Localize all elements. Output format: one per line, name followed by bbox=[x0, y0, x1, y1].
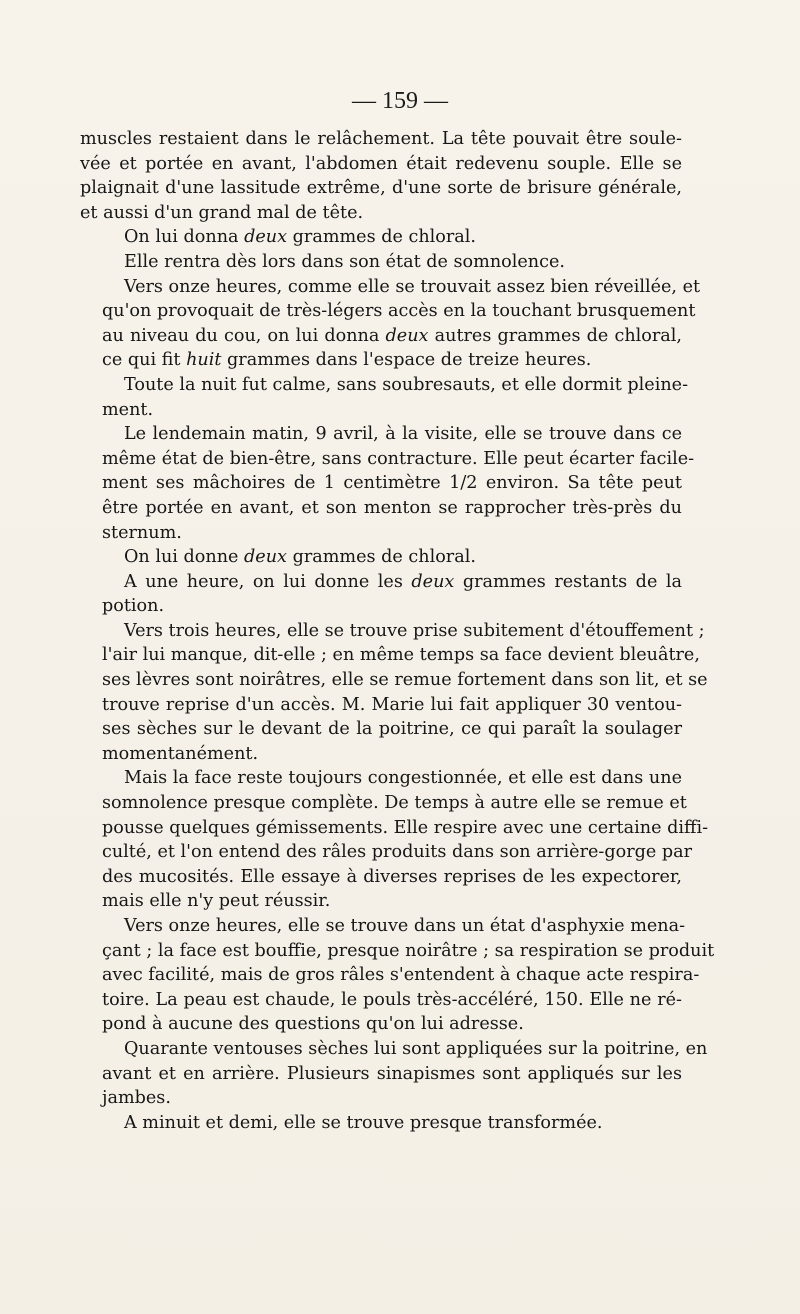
text-line: A une heure, on lui donne les deux grammes restants de la bbox=[124, 571, 682, 592]
text-line: Le lendemain matin, 9 avril, à la visite, elle se trouve dans ce bbox=[124, 424, 682, 445]
text-line: muscles restaient dans le relâchement. La tête pouvait être soule- bbox=[80, 129, 682, 149]
text-line: vée et portée en avant, l'abdomen était redevenu souple. Elle se bbox=[80, 153, 682, 174]
italic-word: deux bbox=[244, 227, 288, 248]
paragraph bbox=[80, 373, 689, 422]
text-line: ses sèches sur le devant de la poitrine, ce qui paraît la soulager bbox=[102, 719, 682, 740]
text-line: sternum. bbox=[102, 522, 182, 543]
paragraph bbox=[80, 1037, 708, 1111]
text-line: l'air lui manque, dit-elle ; en même temps sa face devient bleuâtre, bbox=[102, 645, 700, 666]
text-line: çant ; la face est bouffie, presque noirâtre ; sa respiration se produit bbox=[102, 940, 715, 961]
text-line: Vers onze heures, comme elle se trouvait assez bien réveillée, et bbox=[124, 276, 701, 297]
text-line: Mais la face reste toujours congestionnée, et elle est dans une bbox=[124, 768, 682, 789]
text-line: toire. La peau est chaude, le pouls très-accéléré, 150. Elle ne ré- bbox=[102, 989, 682, 1010]
text-line: ses lèvres sont noirâtres, elle se remue fortement dans son lit, et se bbox=[102, 670, 708, 691]
text-line: trouve reprise d'un accès. M. Marie lui fait appliquer 30 ventou- bbox=[102, 694, 682, 715]
text-line: Toute la nuit fut calme, sans soubresauts, et elle dormit pleine- bbox=[124, 374, 689, 395]
text-line: Quarante ventouses sèches lui sont appliquées sur la poitrine, en bbox=[124, 1038, 708, 1059]
paragraph bbox=[80, 275, 701, 373]
paragraph bbox=[80, 250, 682, 275]
text-line: avec facilité, mais de gros râles s'entendent à chaque acte respira- bbox=[102, 965, 700, 986]
paragraph bbox=[80, 619, 708, 767]
text-line: ce qui fit huit grammes dans l'espace de treize heures. bbox=[102, 350, 592, 371]
text-line: qu'on provoquait de très-légers accès en la touchant brusquement bbox=[102, 301, 696, 322]
text-line: potion. bbox=[102, 596, 165, 617]
body-text bbox=[80, 127, 715, 1135]
paragraph bbox=[80, 570, 682, 619]
text-line: A minuit et demi, elle se trouve presque transformée. bbox=[124, 1112, 603, 1133]
text-line: pousse quelques gémissements. Elle respire avec une certaine diffi- bbox=[102, 817, 709, 838]
paragraph bbox=[80, 127, 682, 225]
text-line: au niveau du cou, on lui donna deux autres grammes de chloral, bbox=[102, 325, 683, 346]
italic-word: huit bbox=[186, 350, 222, 371]
text-line: mais elle n'y peut réussir. bbox=[102, 891, 331, 912]
text-line: avant et en arrière. Plusieurs sinapismes sont appliqués sur les bbox=[102, 1063, 682, 1084]
text-line: Vers trois heures, elle se trouve prise subitement d'étouffement ; bbox=[124, 620, 705, 641]
text-line: et aussi d'un grand mal de tête. bbox=[80, 202, 364, 223]
text-line: Vers onze heures, elle se trouve dans un état d'asphyxie mena- bbox=[124, 916, 686, 936]
text-line: Elle rentra dès lors dans son état de somnolence. bbox=[124, 251, 565, 272]
text-line: On lui donne deux grammes de chloral. bbox=[124, 547, 476, 568]
text-line: jambes. bbox=[102, 1088, 171, 1109]
text-line: On lui donna deux grammes de chloral. bbox=[124, 227, 477, 248]
text-line: somnolence presque complète. De temps à autre elle se remue et bbox=[102, 793, 687, 814]
text-line: ment ses mâchoires de 1 centimètre 1/2 environ. Sa tête peut bbox=[102, 473, 682, 494]
text-line: pond à aucune des questions qu'on lui adresse. bbox=[102, 1014, 524, 1035]
paragraph bbox=[80, 225, 682, 250]
paragraph bbox=[80, 914, 715, 1037]
text-line: plaignait d'une lassitude extrême, d'une sorte de brisure générale, bbox=[80, 178, 682, 199]
italic-word: deux bbox=[411, 571, 455, 592]
text-line: ment. bbox=[102, 399, 154, 420]
text-line: culté, et l'on entend des râles produits dans son arrière-gorge par bbox=[102, 842, 693, 863]
page-number: — 159 — bbox=[352, 88, 448, 114]
paragraph bbox=[80, 766, 709, 914]
text-line: même état de bien-être, sans contracture. Elle peut écarter facile- bbox=[102, 448, 695, 469]
italic-word: deux bbox=[385, 325, 429, 346]
paragraph bbox=[80, 545, 682, 570]
text-line: être portée en avant, et son menton se rapprocher très-près du bbox=[102, 497, 682, 518]
paragraph bbox=[80, 1111, 682, 1136]
italic-word: deux bbox=[244, 547, 287, 568]
text-line: des mucosités. Elle essaye à diverses reprises de les expectorer, bbox=[102, 866, 682, 887]
paragraph bbox=[80, 422, 695, 545]
text-line: momentanément. bbox=[102, 743, 259, 764]
